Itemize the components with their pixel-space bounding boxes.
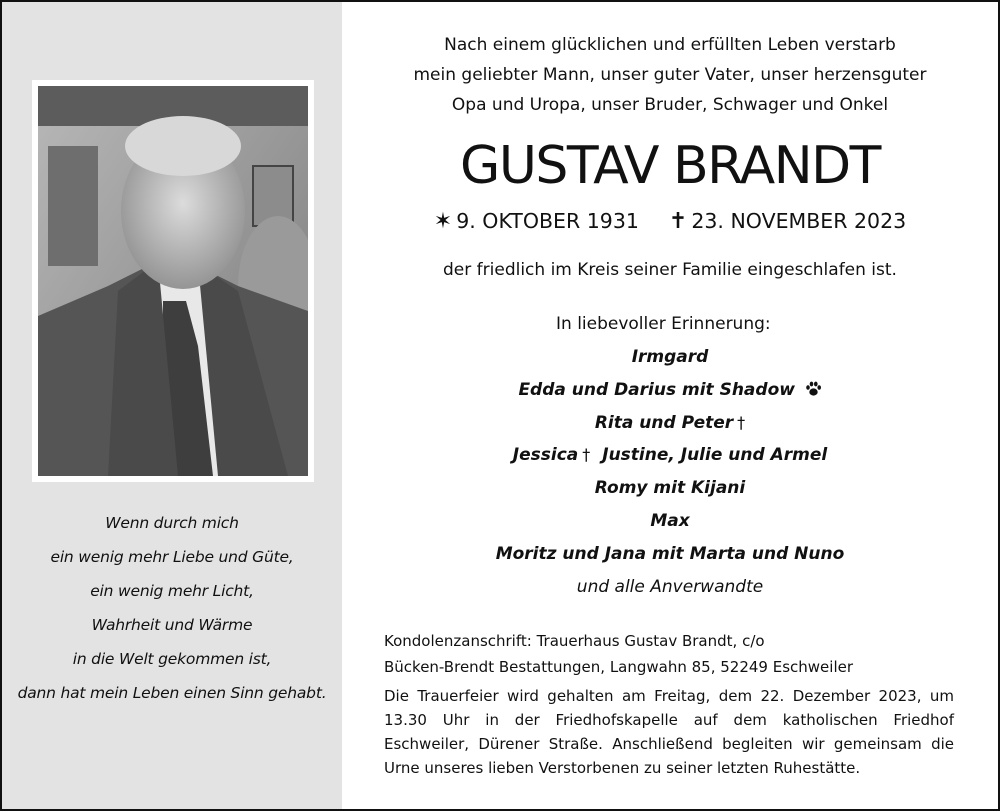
address-line: Bücken-Brendt Bestattungen, Langwahn 85, 52249 Eschweiler [384,658,854,676]
portrait-photo [38,86,308,476]
poem-line: dann hat mein Leben einen Sinn gehabt. [17,684,327,702]
paw-print-icon [799,380,822,399]
family-row [344,472,996,505]
family-list [344,341,996,603]
service-details: Die Trauerfeier wird gehalten am Freitag, dem 22. Dezember 2023, um 13.30 Uhr in der Friedhofskapelle auf dem katholischen Friedhof Eschweiler, Dürener Straße. Anschließend begleiten wir gemeinsam die Urne unseres lieben Verstorbenen zu seiner letzten Ruhestätte. [384,687,954,777]
life-dates [344,206,996,237]
deceased-name: GUSTAV BRANDT [460,136,880,196]
cross-icon: † [737,412,746,432]
family-member: Rita und Peter [594,412,734,433]
family-member: Romy mit Kijani [594,478,746,499]
family-row [344,571,996,604]
family-row [344,341,996,374]
family-member: Moritz und Jana mit Marta und Nuno [495,543,845,564]
condolence-address [384,628,853,680]
family-row [344,374,996,407]
poem-line: ein wenig mehr Liebe und Güte, [50,548,294,566]
poem-line: Wahrheit und Wärme [91,616,253,634]
cross-icon: ✝ [668,209,688,234]
family-row [344,407,996,440]
cross-icon: † [582,445,591,465]
family-member: Justine, Julie und Armel [602,445,828,466]
family-row [344,505,996,538]
family-row [344,538,996,571]
intro-text [344,30,996,120]
family-member: Edda und Darius mit Shadow [518,379,795,400]
relatives-line: und alle Anverwandte [576,576,764,597]
family-member: Jessica [512,445,579,466]
poem-line: ein wenig mehr Licht, [90,582,254,600]
memory-heading: In liebevoller Erinnerung: [556,314,771,334]
poem [0,506,344,710]
poem-line: Wenn durch mich [105,514,239,532]
family-row [344,439,996,472]
poem-line: in die Welt gekommen ist, [72,650,272,668]
address-line: Kondolenzanschrift: Trauerhaus Gustav Brandt, c/o [384,632,765,650]
death-date: 23. NOVEMBER 2023 [691,209,907,233]
star-icon: ✶ [433,209,453,234]
family-member: Irmgard [631,347,709,367]
intro-line: Nach einem glücklichen und erfüllten Leben verstarb [444,35,896,55]
intro-line: mein geliebter Mann, unser guter Vater, unser herzensguter [413,65,927,85]
family-member: Max [650,510,690,531]
peace-line: der friedlich im Kreis seiner Familie eingeschlafen ist. [443,260,897,280]
birth-date: 9. OKTOBER 1931 [456,209,639,233]
intro-line: Opa und Uropa, unser Bruder, Schwager und Onkel [451,95,889,115]
